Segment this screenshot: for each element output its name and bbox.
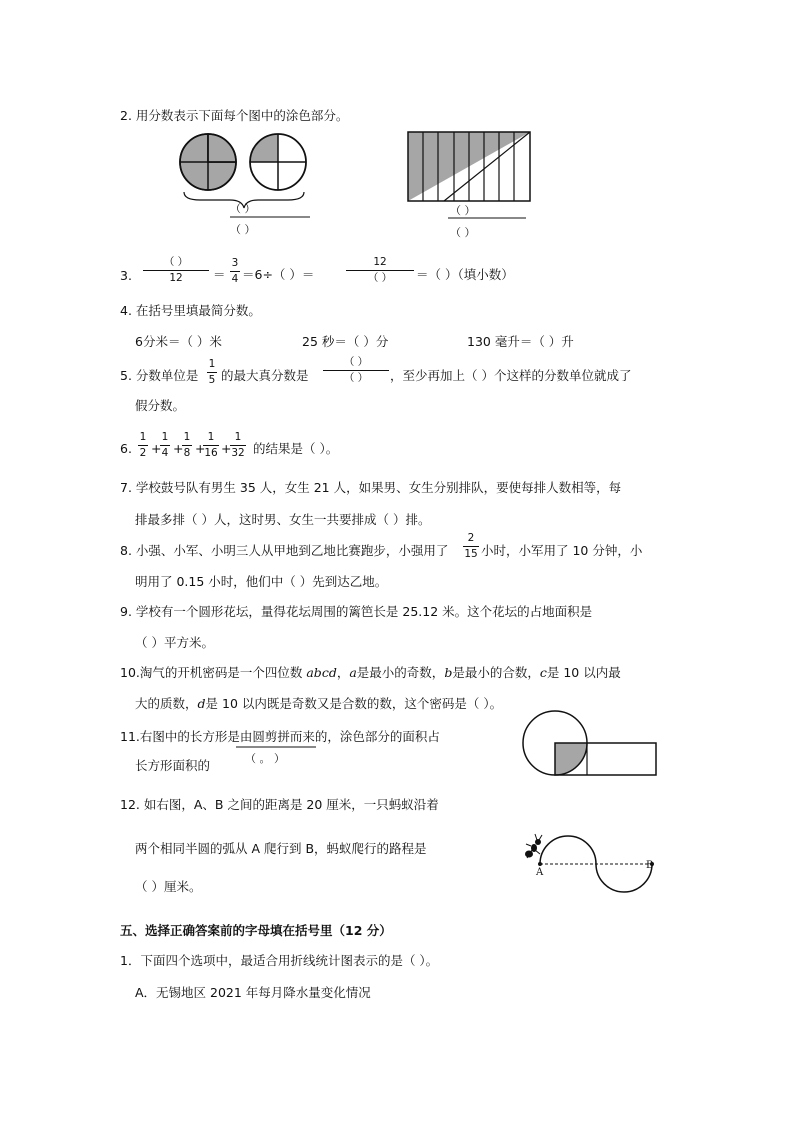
q5-post: ，至少再加上（ ）个这样的分数单位就成了 xyxy=(390,368,632,383)
q4-item-a: 6分米＝（ ）米 xyxy=(135,334,222,349)
q12-label-b: B xyxy=(646,860,654,871)
section5-title: 五、选择正确答案前的字母填在括号里（12 分） xyxy=(120,923,392,938)
q4-item-c: 130 毫升＝（ ）升 xyxy=(467,334,574,349)
q6-frac-sixteenth: 1 16 xyxy=(204,431,218,459)
q3-division: ＝6÷（ ）＝ xyxy=(242,267,315,282)
q2-right-blank-den[interactable]: （ ） xyxy=(450,226,476,239)
q3-fraction-2 xyxy=(346,257,414,283)
q5-frac-den: 5 xyxy=(208,373,216,386)
q8-line2: 明用了 0.15 小时，他们中（ ）先到达乙地。 xyxy=(135,574,388,589)
q3-equals: ＝ xyxy=(213,267,226,282)
circle-three-quarters xyxy=(180,134,236,190)
q5-blank-num[interactable]: （ ） xyxy=(343,356,369,368)
q3-fraction-1 xyxy=(143,257,209,283)
q2-left-blank-num[interactable]: （ ） xyxy=(230,202,256,215)
q11-fraction-bar xyxy=(236,746,318,750)
circle-one-quarter xyxy=(250,134,306,190)
q3-blank-den[interactable]: （ ） xyxy=(367,271,393,284)
q6-frac-thirtysecond: 1 32 xyxy=(231,431,245,459)
q7-line1: 7. 学校鼓号队有男生 35 人，女生 21 人，如果男、女生分别排队，要使每排人数相等，每 xyxy=(120,480,622,495)
q3-den-12: 12 xyxy=(169,271,183,284)
q12-line1: 12. 如右图，A、B 之间的距离是 20 厘米，一只蚂蚁沿着 xyxy=(120,797,439,812)
q6-frac-eighth: 1 8 xyxy=(183,431,191,459)
q5-answer-fraction xyxy=(323,357,389,383)
q10-line1: 10.淘气的开机密码是一个四位数 abcd，a是最小的奇数，b是最小的合数，c是 10 以内最 xyxy=(120,665,621,680)
q11-blank-den[interactable]: （ 。 ） xyxy=(245,752,285,765)
ant-icon xyxy=(525,834,542,858)
q11-line2: 长方形面积的 xyxy=(135,758,211,773)
q8-pre: 8. 小强、小军、小明三人从甲地到乙地比赛跑步，小强用了 xyxy=(120,543,449,558)
q12-line3: （ ）厘米。 xyxy=(135,879,202,894)
q4-title: 4. 在括号里填最简分数。 xyxy=(120,303,261,318)
q12-label-a: A xyxy=(536,867,544,878)
q5-line2: 假分数。 xyxy=(135,398,186,413)
q8-fraction-2-15: 2 15 xyxy=(464,532,478,560)
q7-line2: 排最多排（ ）人，这时男、女生一共要排成（ ）排。 xyxy=(135,512,431,527)
q3-number: 3. xyxy=(120,268,132,283)
q10-line2: 大的质数，d是 10 以内既是奇数又是合数的数，这个密码是（ ）。 xyxy=(135,696,503,711)
q3-tail: ＝（ ）（填小数） xyxy=(416,267,514,282)
q9-line1: 9. 学校有一个圆形花坛，量得花坛周围的篱笆长是 25.12 米。这个花坛的占地面积是 xyxy=(120,604,593,619)
q2-text: 2. 用分数表示下面每个图中的涂色部分。 xyxy=(120,108,349,123)
q5-pre: 5. 分数单位是 xyxy=(120,368,199,383)
section5-q1: 1．下面四个选项中，最适合用折线统计图表示的是（ ）。 xyxy=(120,953,439,968)
q6-plus: + xyxy=(221,441,232,456)
q3-fraction-3-4 xyxy=(230,258,240,284)
q12-figure xyxy=(522,832,657,894)
q5-frac-num: 1 xyxy=(208,358,216,370)
q8-post: 小时，小军用了 10 分钟，小 xyxy=(481,543,643,558)
q12-line2: 两个相同半圆的弧从 A 爬行到 B，蚂蚁爬行的路程是 xyxy=(135,841,427,856)
q4-item-b: 25 秒＝（ ）分 xyxy=(302,334,389,349)
q2-left-blank-den[interactable]: （ ） xyxy=(230,223,256,236)
q5-fraction-1-5 xyxy=(207,359,217,385)
q9-line2: （ ）平方米。 xyxy=(135,635,214,650)
q6-tail: 的结果是（ ）。 xyxy=(253,441,339,456)
q6-plus: + xyxy=(195,441,206,456)
q3-blank-num[interactable]: （ ） xyxy=(163,256,189,268)
section5-option-a: A．无锡地区 2021 年每月降水量变化情况 xyxy=(135,985,371,1000)
q2-right-blank-num[interactable]: （ ） xyxy=(450,204,476,217)
q6-plus: + xyxy=(173,441,184,456)
q6-frac-half: 1 2 xyxy=(139,431,147,459)
q3-frac-den: 4 xyxy=(231,272,239,285)
q11-figure xyxy=(525,711,660,776)
q6-frac-quarter: 1 4 xyxy=(161,431,169,459)
q11-line1: 11.右图中的长方形是由圆剪拼而来的，涂色部分的面积占 xyxy=(120,729,440,744)
q6-number: 6. xyxy=(120,441,132,456)
q3-frac-num: 3 xyxy=(231,257,239,269)
q5-mid: 的最大真分数是 xyxy=(221,368,309,383)
q6-plus: + xyxy=(151,441,162,456)
q5-blank-den[interactable]: （ ） xyxy=(343,371,369,384)
q3-num-12: 12 xyxy=(373,256,387,268)
